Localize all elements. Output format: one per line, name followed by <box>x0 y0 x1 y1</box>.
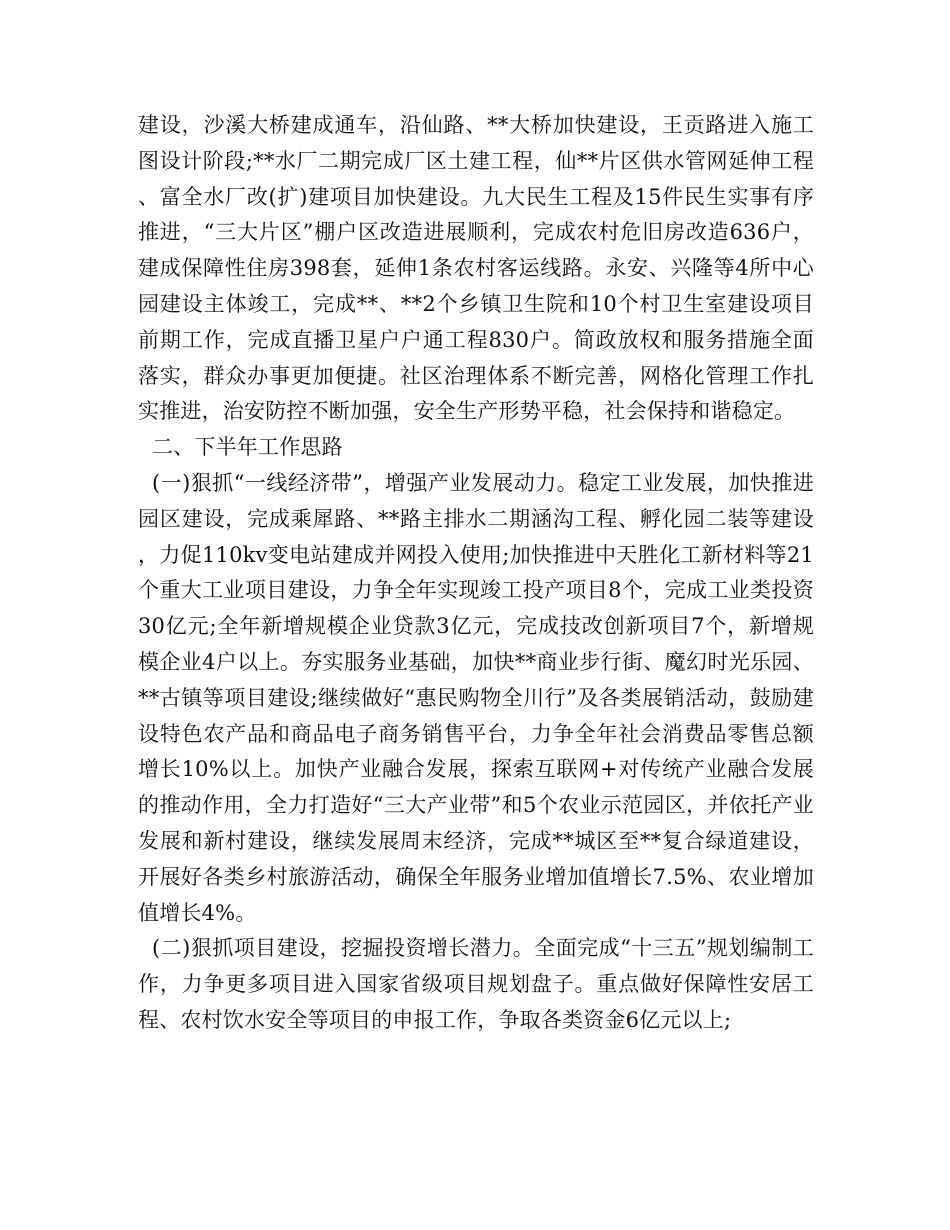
document-page <box>138 108 814 1039</box>
section-heading: 二、下半年工作思路 <box>152 435 343 460</box>
body-paragraph-1: 建设，沙溪大桥建成通车，沿仙路、**大桥加快建设，王贡路进入施工图设计阶段;**水厂二期完成厂区土建工程，仙**片区供水管网延伸工程、富全水厂改(扩)建项目加快建设。九大民生工程及15件民生实事有序推进，“三大片区”棚户区改造进展顺利，完成农村危旧房改造636户，建成保障性住房398套，延伸1条农村客运线路。永安、兴隆等4所中心园建设主体竣工，完成**、**2个乡镇卫生院和10个村卫生室建设项目前期工作，完成直播卫星户户通工程830户。简政放权和服务措施全面落实，群众办事更加便捷。社区治理体系不断完善，网格化管理工作扎实推进，治安防控不断加强，安全生产形势平稳，社会保持和谐稳定。 <box>138 113 814 424</box>
body-paragraph-3: (二)狠抓项目建设，挖掘投资增长潜力。全面完成“十三五”规划编制工作，力争更多项目进入国家省级项目规划盘子。重点做好保障性安居工程、农村饮水安全等项目的申报工作，争取各类资金6亿元以上; <box>138 936 814 1032</box>
body-paragraph-2: (一)狠抓“一线经济带”，增强产业发展动力。稳定工业发展，加快推进园区建设，完成乘犀路、**路主排水二期涵沟工程、孵化园二装等建设，力促110kv变电站建成并网投入使用;加快推进中天胜化工新材料等21个重大工业项目建设，力争全年实现竣工投产项目8个，完成工业类投资30亿元;全年新增规模企业贷款3亿元，完成技改创新项目7个，新增规模企业4户以上。夯实服务业基础，加快**商业步行街、魔幻时光乐园、**古镇等项目建设;继续做好“惠民购物全川行”及各类展销活动，鼓励建设特色农产品和商品电子商务销售平台，力争全年社会消费品零售总额增长10%以上。加快产业融合发展，探索互联网+对传统产业融合发展的推动作用，全力打造好“三大产业带”和5个农业示范园区，并依托产业发展和新村建设，继续发展周末经济，完成**城区至**复合绿道建设，开展好各类乡村旅游活动，确保全年服务业增加值增长7.5%、农业增加值增长4%。 <box>138 470 814 925</box>
